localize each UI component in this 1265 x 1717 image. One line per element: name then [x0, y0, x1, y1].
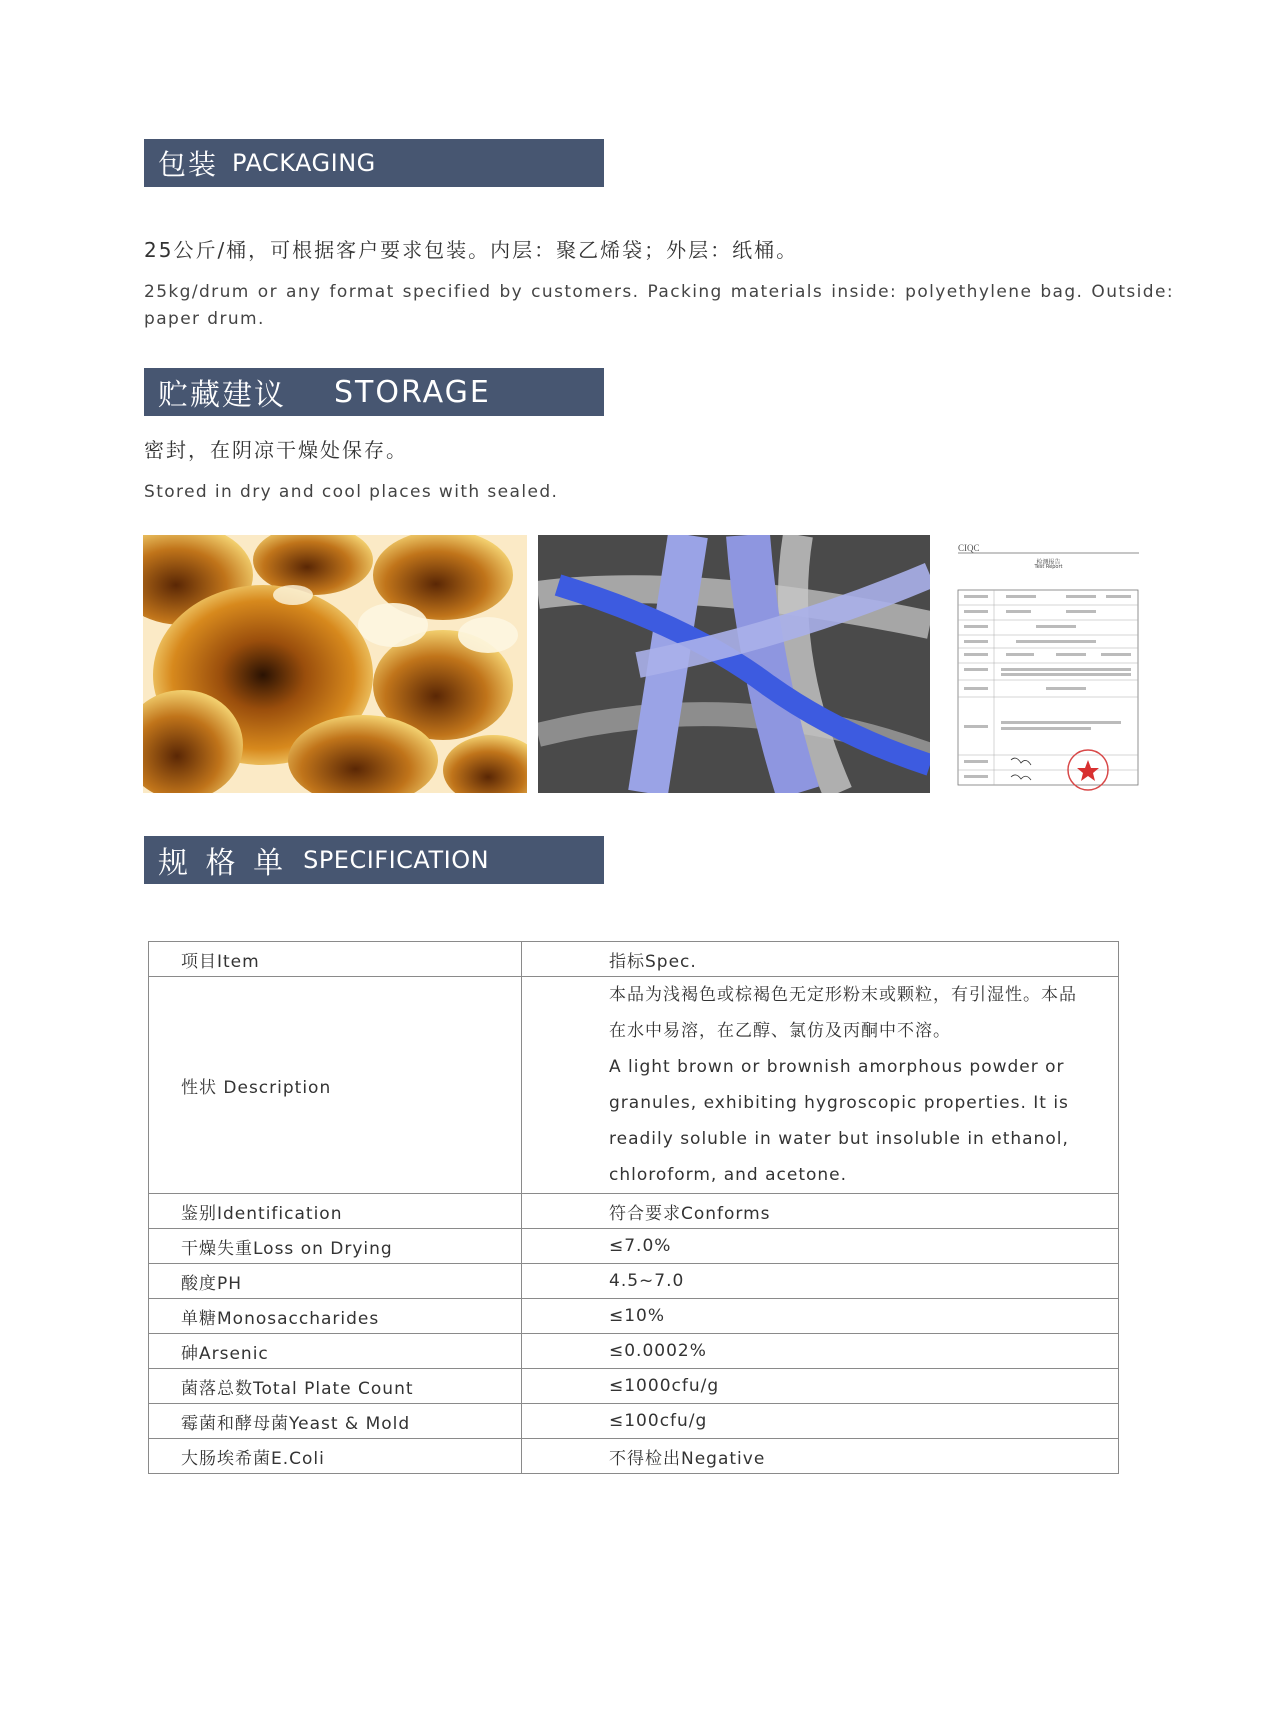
row-spec: ≤0.0002%: [522, 1334, 1119, 1369]
packaging-text-zh: 25公斤/桶，可根据客户要求包装。内层：聚乙烯袋；外层：纸桶。: [144, 238, 799, 262]
row-item: 单糖Monosaccharides: [149, 1299, 522, 1334]
table-row: [149, 1194, 1119, 1229]
row-spec: 4.5~7.0: [522, 1264, 1119, 1299]
specification-table: [148, 941, 1119, 1474]
storage-title-zh: 贮藏建议: [158, 378, 286, 413]
header-item: 项目Item: [149, 942, 522, 977]
table-header-row: [149, 942, 1119, 977]
table-row: [149, 1334, 1119, 1369]
packaging-title-en: PACKAGING: [232, 149, 376, 177]
row-item: 砷Arsenic: [149, 1334, 522, 1369]
table-row: [149, 1439, 1119, 1474]
row-spec: 不得检出Negative: [522, 1439, 1119, 1474]
row-item: 菌落总数Total Plate Count: [149, 1369, 522, 1404]
table-row: [149, 1299, 1119, 1334]
storage-banner: [144, 368, 604, 416]
row-spec: ≤10%: [522, 1299, 1119, 1334]
row-item: 干燥失重Loss on Drying: [149, 1229, 522, 1264]
storage-title-en: STORAGE: [334, 374, 491, 410]
description-line: readily soluble in water but insoluble in ethanol,: [609, 1129, 1069, 1149]
description-line: 在水中易溶，在乙醇、氯仿及丙酮中不溶。: [609, 1021, 951, 1041]
report-title-en: Test Report: [1034, 564, 1063, 570]
row-item: 霉菌和酵母菌Yeast & Mold: [149, 1404, 522, 1439]
row-spec: ≤100cfu/g: [522, 1404, 1119, 1439]
description-spec: [522, 977, 1119, 1194]
row-spec: ≤1000cfu/g: [522, 1369, 1119, 1404]
specification-banner: [144, 836, 604, 884]
table-row-description: [149, 977, 1119, 1194]
packaging-text-en: 25kg/drum or any format specified by customers. Packing materials inside: polyethylene bag. Outside: paper drum.: [144, 282, 1174, 329]
report-title-zh: 检测报告: [1036, 559, 1061, 566]
table-row: [149, 1369, 1119, 1404]
packaging-title-zh: 包装: [158, 148, 219, 181]
row-spec: ≤7.0%: [522, 1229, 1119, 1264]
description-line: A light brown or brownish amorphous powder or: [609, 1057, 1065, 1077]
microscope-fiber-image: [538, 535, 930, 793]
description-line: chloroform, and acetone.: [609, 1165, 848, 1185]
row-item: 大肠埃希菌E.Coli: [149, 1439, 522, 1474]
table-row: [149, 1264, 1119, 1299]
test-report-image: [956, 535, 1141, 793]
row-item: 鉴别Identification: [149, 1194, 522, 1229]
description-item: 性状 Description: [149, 977, 522, 1194]
table-row: [149, 1229, 1119, 1264]
description-line: 本品为浅褐色或棕褐色无定形粉末或颗粒，有引湿性。本品: [609, 985, 1077, 1005]
row-spec: 符合要求Conforms: [522, 1194, 1119, 1229]
storage-text-en: Stored in dry and cool places with sealed.: [144, 482, 559, 502]
reishi-mushroom-image: [143, 535, 527, 793]
table-row: [149, 1404, 1119, 1439]
packaging-banner: [144, 139, 604, 187]
row-item: 酸度PH: [149, 1264, 522, 1299]
specification-title-en: SPECIFICATION: [303, 846, 490, 874]
header-spec: 指标Spec.: [522, 942, 1119, 977]
description-line: granules, exhibiting hygroscopic properties. It is: [609, 1093, 1069, 1113]
storage-text-zh: 密封，在阴凉干燥处保存。: [144, 438, 408, 462]
specification-title-zh: 规 格 单: [158, 846, 288, 881]
report-logo: CIQC: [958, 543, 980, 553]
